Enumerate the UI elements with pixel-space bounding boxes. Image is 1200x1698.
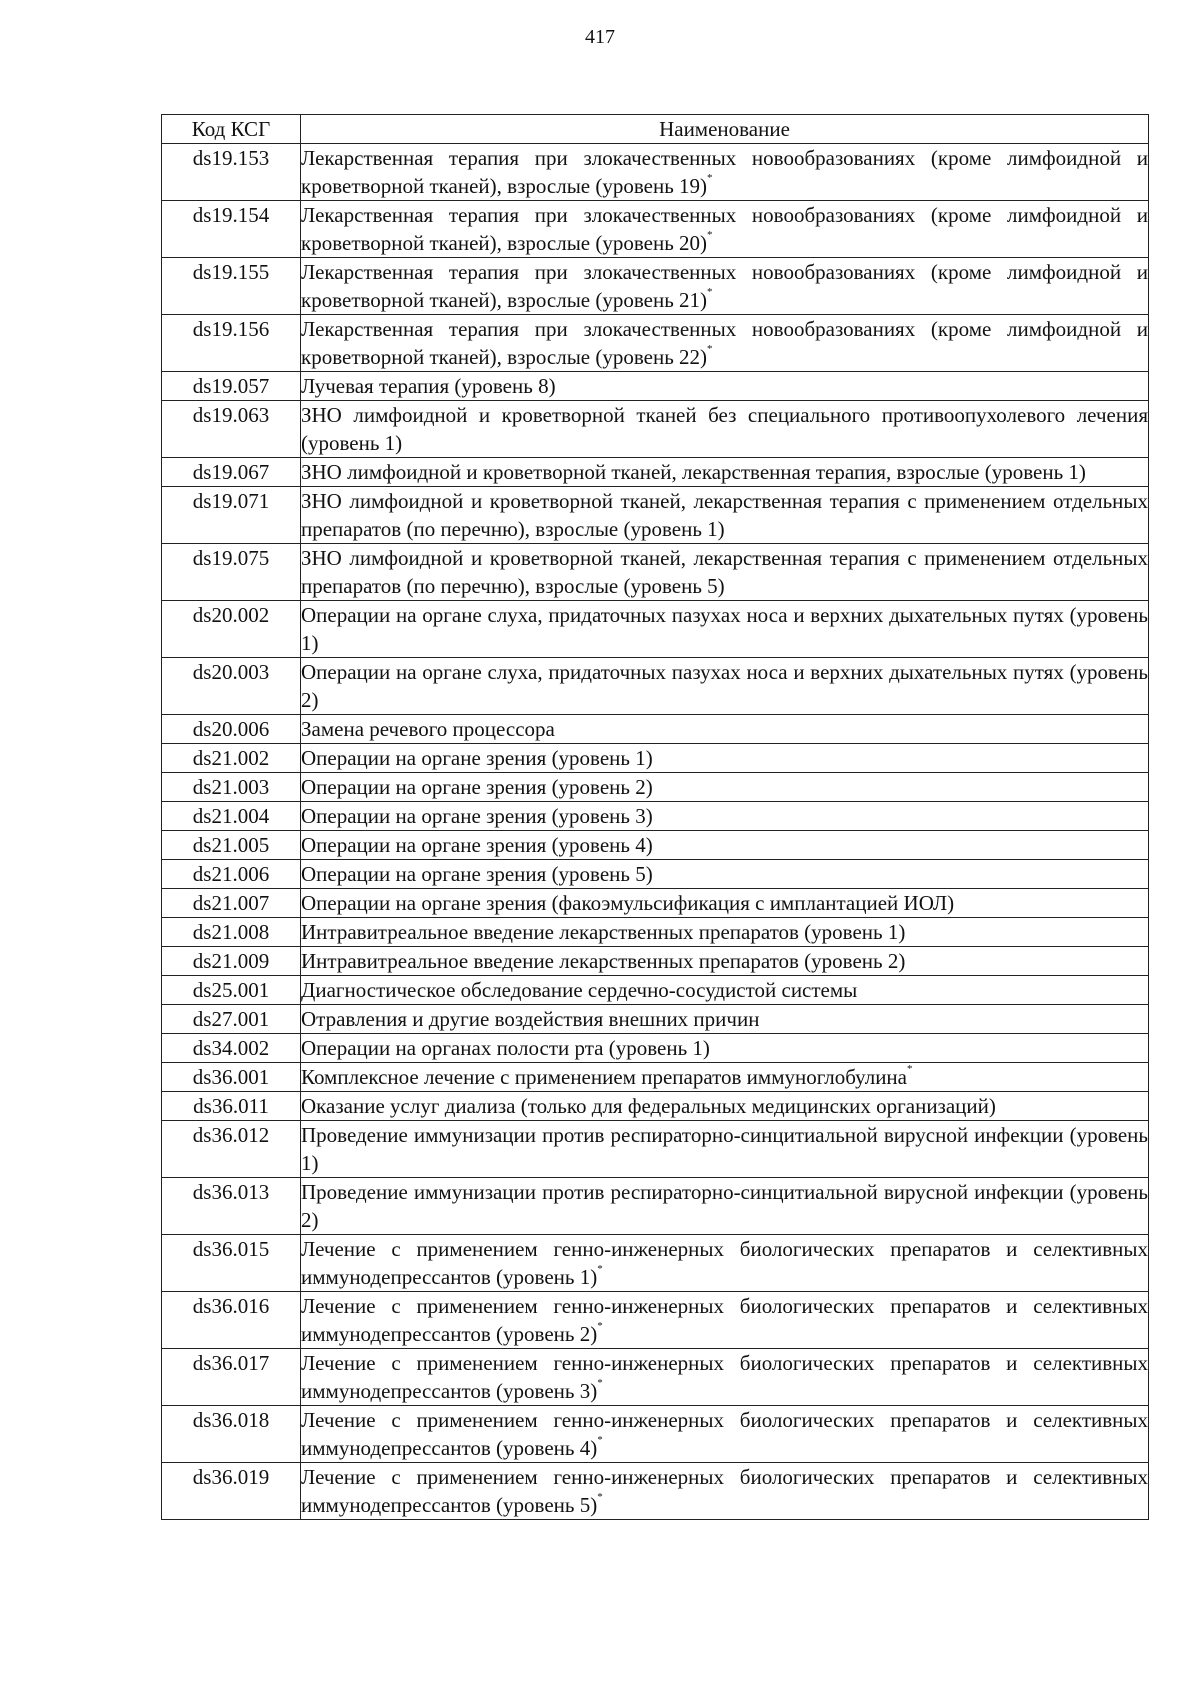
ksg-name: ЗНО лимфоидной и кроветворной тканей, лекарственная терапия с применением отдельных препаратов (по перечню), взрослые (уровень 5) — [301, 546, 1148, 598]
ksg-name-cell — [301, 889, 1149, 918]
table-row — [162, 1121, 1149, 1178]
header-name: Наименование — [301, 115, 1149, 144]
ksg-name-cell — [301, 658, 1149, 715]
ksg-name: Лекарственная терапия при злокачественных новообразованиях (кроме лимфоидной и кроветворной тканей), взрослые (уровень 19) — [301, 146, 1148, 198]
ksg-name-cell — [301, 1463, 1149, 1520]
table-row — [162, 802, 1149, 831]
ksg-code: ds21.002 — [162, 744, 301, 773]
header-code: Код КСГ — [162, 115, 301, 144]
ksg-name-cell — [301, 1121, 1149, 1178]
ksg-code: ds21.006 — [162, 860, 301, 889]
ksg-code: ds21.007 — [162, 889, 301, 918]
ksg-name: Лечение с применением генно-инженерных биологических препаратов и селективных иммунодепрессантов (уровень 2) — [301, 1294, 1148, 1346]
table-row — [162, 315, 1149, 372]
ksg-code: ds36.016 — [162, 1292, 301, 1349]
ksg-code: ds36.012 — [162, 1121, 301, 1178]
ksg-name-cell — [301, 773, 1149, 802]
ksg-name-cell — [301, 1092, 1149, 1121]
ksg-name-cell — [301, 1349, 1149, 1406]
table-row — [162, 947, 1149, 976]
ksg-name-cell — [301, 315, 1149, 372]
ksg-table — [161, 114, 1149, 1520]
footnote-marker: * — [597, 1491, 603, 1503]
ksg-code: ds21.009 — [162, 947, 301, 976]
ksg-name: Отравления и другие воздействия внешних причин — [301, 1007, 760, 1031]
ksg-name-cell — [301, 1005, 1149, 1034]
ksg-name: Проведение иммунизации против респираторно-синцитиальной вирусной инфекции (уровень 2) — [301, 1180, 1148, 1232]
table-row — [162, 744, 1149, 773]
ksg-name: Лечение с применением генно-инженерных биологических препаратов и селективных иммунодепрессантов (уровень 4) — [301, 1408, 1148, 1460]
footnote-marker: * — [597, 1377, 603, 1389]
ksg-code: ds36.001 — [162, 1063, 301, 1092]
table-row — [162, 1178, 1149, 1235]
ksg-name: Интравитреальное введение лекарственных препаратов (уровень 1) — [301, 920, 906, 944]
ksg-name-cell — [301, 458, 1149, 487]
ksg-code: ds19.075 — [162, 544, 301, 601]
ksg-name-cell — [301, 1292, 1149, 1349]
ksg-name: Интравитреальное введение лекарственных препаратов (уровень 2) — [301, 949, 906, 973]
ksg-name-cell — [301, 976, 1149, 1005]
ksg-name: Лекарственная терапия при злокачественных новообразованиях (кроме лимфоидной и кроветворной тканей), взрослые (уровень 22) — [301, 317, 1148, 369]
ksg-code: ds19.067 — [162, 458, 301, 487]
table-body — [162, 144, 1149, 1520]
ksg-code: ds21.003 — [162, 773, 301, 802]
table-row — [162, 258, 1149, 315]
table-row — [162, 201, 1149, 258]
ksg-code: ds25.001 — [162, 976, 301, 1005]
ksg-name-cell — [301, 918, 1149, 947]
ksg-name: Комплексное лечение с применением препаратов иммуноглобулина — [301, 1065, 907, 1089]
table-row — [162, 918, 1149, 947]
table-row — [162, 715, 1149, 744]
ksg-code: ds20.006 — [162, 715, 301, 744]
ksg-name-cell — [301, 601, 1149, 658]
ksg-name-cell — [301, 831, 1149, 860]
ksg-name: ЗНО лимфоидной и кроветворной тканей без специального противоопухолевого лечения (уровень 1) — [301, 403, 1148, 455]
ksg-name-cell — [301, 1063, 1149, 1092]
table-row — [162, 544, 1149, 601]
page-number: 417 — [585, 26, 615, 48]
ksg-name: Операции на органе зрения (уровень 4) — [301, 833, 653, 857]
table-row — [162, 487, 1149, 544]
ksg-name-cell — [301, 1034, 1149, 1063]
ksg-name-cell — [301, 487, 1149, 544]
ksg-name: Операции на органе зрения (уровень 5) — [301, 862, 653, 886]
ksg-code: ds19.156 — [162, 315, 301, 372]
ksg-name-cell — [301, 258, 1149, 315]
ksg-code: ds20.003 — [162, 658, 301, 715]
ksg-name: Лечение с применением генно-инженерных биологических препаратов и селективных иммунодепрессантов (уровень 3) — [301, 1351, 1148, 1403]
ksg-name: Операции на органе зрения (уровень 3) — [301, 804, 653, 828]
ksg-code: ds19.154 — [162, 201, 301, 258]
header-row — [162, 115, 1149, 144]
ksg-name: Операции на органах полости рта (уровень 1) — [301, 1036, 710, 1060]
table-row — [162, 1092, 1149, 1121]
ksg-name-cell — [301, 401, 1149, 458]
ksg-name: Лучевая терапия (уровень 8) — [301, 374, 556, 398]
ksg-code: ds36.013 — [162, 1178, 301, 1235]
ksg-code: ds19.057 — [162, 372, 301, 401]
table-row — [162, 1349, 1149, 1406]
ksg-name: Операции на органе зрения (факоэмульсификация с имплантацией ИОЛ) — [301, 891, 955, 915]
table-row — [162, 601, 1149, 658]
table-row — [162, 773, 1149, 802]
table-row — [162, 1406, 1149, 1463]
table-row — [162, 144, 1149, 201]
ksg-name: Оказание услуг диализа (только для федеральных медицинских организаций) — [301, 1094, 996, 1118]
table-row — [162, 889, 1149, 918]
ksg-name: Операции на органе слуха, придаточных пазухах носа и верхних дыхательных путях (уровень 1) — [301, 603, 1148, 655]
ksg-name: Операции на органе зрения (уровень 2) — [301, 775, 653, 799]
ksg-name-cell — [301, 1178, 1149, 1235]
ksg-code: ds27.001 — [162, 1005, 301, 1034]
table-row — [162, 1063, 1149, 1092]
footnote-marker: * — [707, 286, 713, 298]
ksg-name: ЗНО лимфоидной и кроветворной тканей, лекарственная терапия, взрослые (уровень 1) — [301, 460, 1086, 484]
footnote-marker: * — [707, 343, 713, 355]
ksg-code: ds21.008 — [162, 918, 301, 947]
ksg-name: Проведение иммунизации против респираторно-синцитиальной вирусной инфекции (уровень 1) — [301, 1123, 1148, 1175]
ksg-name-cell — [301, 144, 1149, 201]
ksg-name-cell — [301, 860, 1149, 889]
ksg-name: Диагностическое обследование сердечно-сосудистой системы — [301, 978, 858, 1002]
ksg-code: ds20.002 — [162, 601, 301, 658]
ksg-name-cell — [301, 947, 1149, 976]
table-row — [162, 860, 1149, 889]
ksg-code: ds36.011 — [162, 1092, 301, 1121]
ksg-code: ds19.155 — [162, 258, 301, 315]
ksg-name: Лекарственная терапия при злокачественных новообразованиях (кроме лимфоидной и кроветворной тканей), взрослые (уровень 21) — [301, 260, 1148, 312]
ksg-name-cell — [301, 1235, 1149, 1292]
table-row — [162, 1034, 1149, 1063]
ksg-name-cell — [301, 1406, 1149, 1463]
ksg-code: ds36.019 — [162, 1463, 301, 1520]
ksg-name-cell — [301, 802, 1149, 831]
table-row — [162, 1235, 1149, 1292]
ksg-code: ds19.071 — [162, 487, 301, 544]
ksg-code: ds19.063 — [162, 401, 301, 458]
footnote-marker: * — [907, 1063, 913, 1075]
ksg-code: ds34.002 — [162, 1034, 301, 1063]
ksg-name-cell — [301, 715, 1149, 744]
table-row — [162, 1292, 1149, 1349]
ksg-name: Лечение с применением генно-инженерных биологических препаратов и селективных иммунодепрессантов (уровень 5) — [301, 1465, 1148, 1517]
table-row — [162, 1463, 1149, 1520]
ksg-name: Операции на органе зрения (уровень 1) — [301, 746, 653, 770]
ksg-name: Операции на органе слуха, придаточных пазухах носа и верхних дыхательных путях (уровень 2) — [301, 660, 1148, 712]
table-row — [162, 401, 1149, 458]
ksg-code: ds36.017 — [162, 1349, 301, 1406]
table-row — [162, 372, 1149, 401]
ksg-name: Лечение с применением генно-инженерных биологических препаратов и селективных иммунодепрессантов (уровень 1) — [301, 1237, 1148, 1289]
ksg-code: ds36.018 — [162, 1406, 301, 1463]
ksg-name: ЗНО лимфоидной и кроветворной тканей, лекарственная терапия с применением отдельных препаратов (по перечню), взрослые (уровень 1) — [301, 489, 1148, 541]
table-row — [162, 1005, 1149, 1034]
ksg-name-cell — [301, 372, 1149, 401]
footnote-marker: * — [597, 1263, 603, 1275]
table-row — [162, 658, 1149, 715]
footnote-marker: * — [597, 1320, 603, 1332]
ksg-name-cell — [301, 544, 1149, 601]
table-row — [162, 458, 1149, 487]
ksg-code: ds21.004 — [162, 802, 301, 831]
ksg-code: ds19.153 — [162, 144, 301, 201]
ksg-name-cell — [301, 201, 1149, 258]
table-header — [162, 115, 1149, 144]
ksg-code: ds36.015 — [162, 1235, 301, 1292]
footnote-marker: * — [707, 229, 713, 241]
ksg-code: ds21.005 — [162, 831, 301, 860]
ksg-name-cell — [301, 744, 1149, 773]
footnote-marker: * — [597, 1434, 603, 1446]
footnote-marker: * — [707, 172, 713, 184]
ksg-name: Замена речевого процессора — [301, 717, 555, 741]
table-row — [162, 976, 1149, 1005]
ksg-name: Лекарственная терапия при злокачественных новообразованиях (кроме лимфоидной и кроветворной тканей), взрослые (уровень 20) — [301, 203, 1148, 255]
table-row — [162, 831, 1149, 860]
